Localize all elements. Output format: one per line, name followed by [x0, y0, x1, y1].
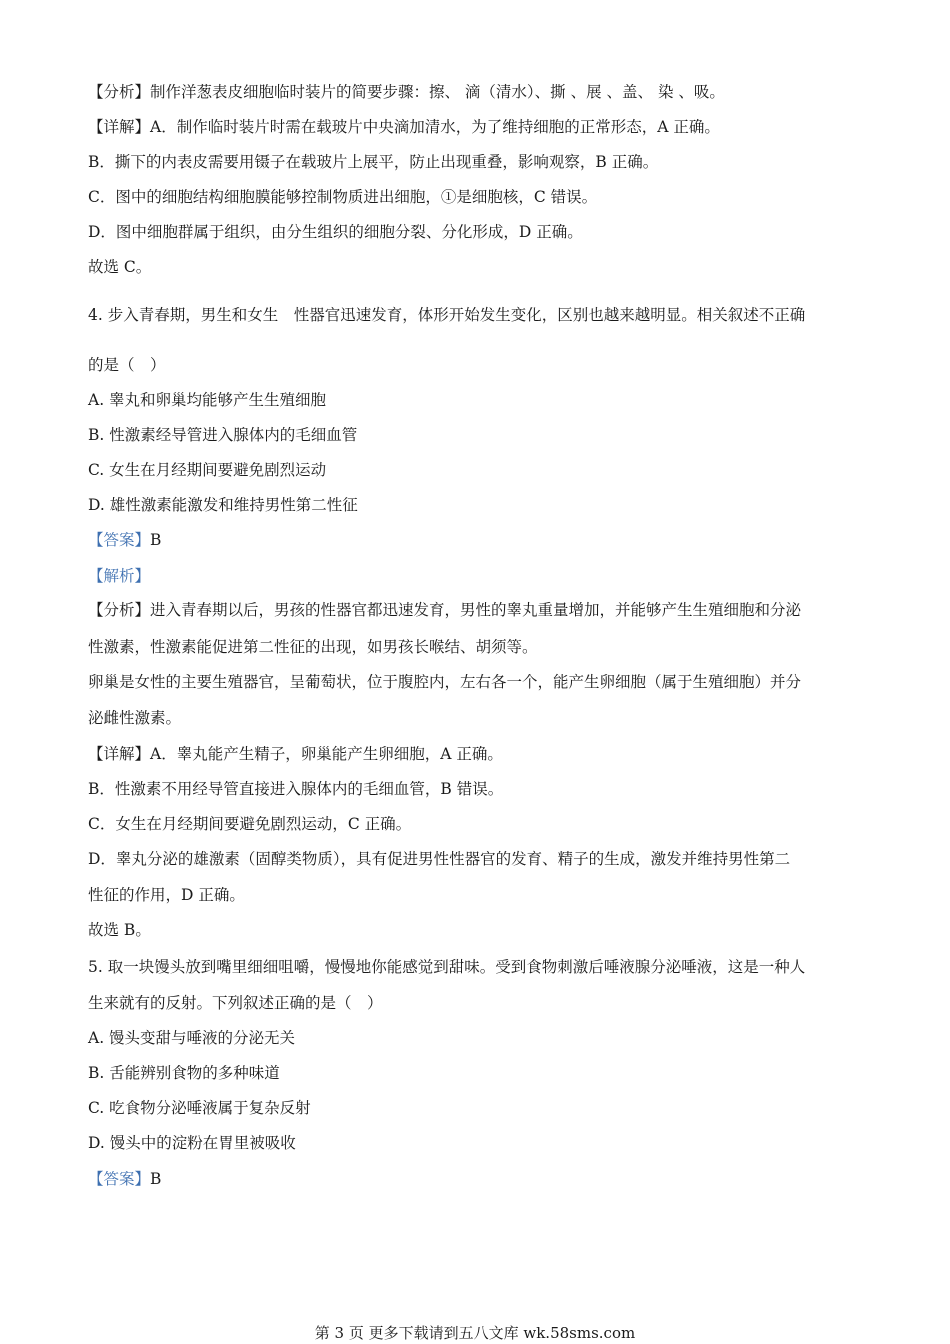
answer-line-q5	[88, 1169, 161, 1189]
question-4-option-d: D. 雄性激素能激发和维持男性第二性征	[88, 496, 358, 514]
question-5-stem-cont: 生来就有的反射。下列叙述正确的是（ ）	[88, 994, 383, 1012]
question-4-option-a: A. 睾丸和卵巢均能够产生生殖细胞	[88, 391, 327, 409]
question-5-option-c: C. 吃食物分泌唾液属于复杂反射	[88, 1099, 311, 1117]
detail-line-q4-b: B．性激素不用经导管直接进入腺体内的毛细血管，B 错误。	[88, 780, 504, 798]
answer-label: 【答案】	[88, 531, 151, 549]
conclusion-q3: 故选 C。	[88, 258, 152, 276]
detail-line-q3-b: B．撕下的内表皮需要用镊子在载玻片上展平，防止出现重叠，影响观察，B 正确。	[88, 153, 659, 171]
answer-line-q4	[88, 530, 161, 550]
question-4-stem-cont: 的是（ ）	[88, 356, 166, 374]
detail-line-q3-a: 【详解】A．制作临时装片时需在载玻片中央滴加清水，为了维持细胞的正常形态，A 正确。	[88, 118, 720, 136]
detail-line-q4-a: 【详解】A．睾丸能产生精子，卵巢能产生卵细胞，A 正确。	[88, 745, 503, 763]
answer-value: B	[150, 531, 162, 549]
analysis-line-q4-4: 泌雌性激素。	[88, 709, 182, 727]
detail-line-q3-c: C．图中的细胞结构细胞膜能够控制物质进出细胞，①是细胞核，C 错误。	[88, 188, 598, 206]
answer-label: 【答案】	[88, 1170, 151, 1188]
conclusion-q4: 故选 B。	[88, 921, 151, 939]
analysis-line-q4-2: 性激素，性激素能促进第二性征的出现，如男孩长喉结、胡须等。	[88, 638, 538, 656]
detail-line-q3-d: D．图中细胞群属于组织，由分生组织的细胞分裂、分化形成，D 正确。	[88, 223, 583, 241]
question-4-option-c: C. 女生在月经期间要避免剧烈运动	[88, 461, 327, 479]
analysis-line-q3: 【分析】制作洋葱表皮细胞临时装片的简要步骤：擦、 滴（清水）、撕 、展 、盖、 染 、吸。	[88, 83, 725, 101]
answer-value: B	[150, 1170, 162, 1188]
detail-line-q4-c: C．女生在月经期间要避免剧烈运动，C 正确。	[88, 815, 412, 833]
question-5-option-b: B. 舌能辨别食物的多种味道	[88, 1064, 280, 1082]
question-5-option-d: D. 馒头中的淀粉在胃里被吸收	[88, 1134, 296, 1152]
question-5-stem: 5. 取一块馒头放到嘴里细细咀嚼，慢慢地你能感觉到甜味。受到食物刺激后唾液腺分泌唾液，这是一种人	[88, 958, 806, 976]
page-footer: 第 3 页 更多下载请到五八文库 wk.58sms.com	[314, 1324, 636, 1342]
analysis-line-q4-3: 卵巢是女性的主要生殖器官，呈葡萄状，位于腹腔内，左右各一个，能产生卵细胞（属于生殖细胞）并分	[88, 673, 802, 691]
detail-line-q4-d-cont: 性征的作用，D 正确。	[88, 886, 245, 904]
detail-line-q4-d: D．睾丸分泌的雄激素（固醇类物质），具有促进男性性器官的发育、精子的生成，激发并维持男性第二	[88, 850, 791, 868]
question-4-option-b: B. 性激素经导管进入腺体内的毛细血管	[88, 426, 358, 444]
question-5-option-a: A. 馒头变甜与唾液的分泌无关	[88, 1029, 296, 1047]
question-4-stem: 4. 步入青春期，男生和女生 性器官迅速发育，体形开始发生变化，区别也越来越明显。相关叙述不正确	[88, 306, 806, 324]
explanation-label-q4: 【解析】	[88, 567, 151, 585]
analysis-line-q4-1: 【分析】进入青春期以后，男孩的性器官都迅速发育，男性的睾丸重量增加，并能够产生生殖细胞和分泌	[88, 601, 802, 619]
